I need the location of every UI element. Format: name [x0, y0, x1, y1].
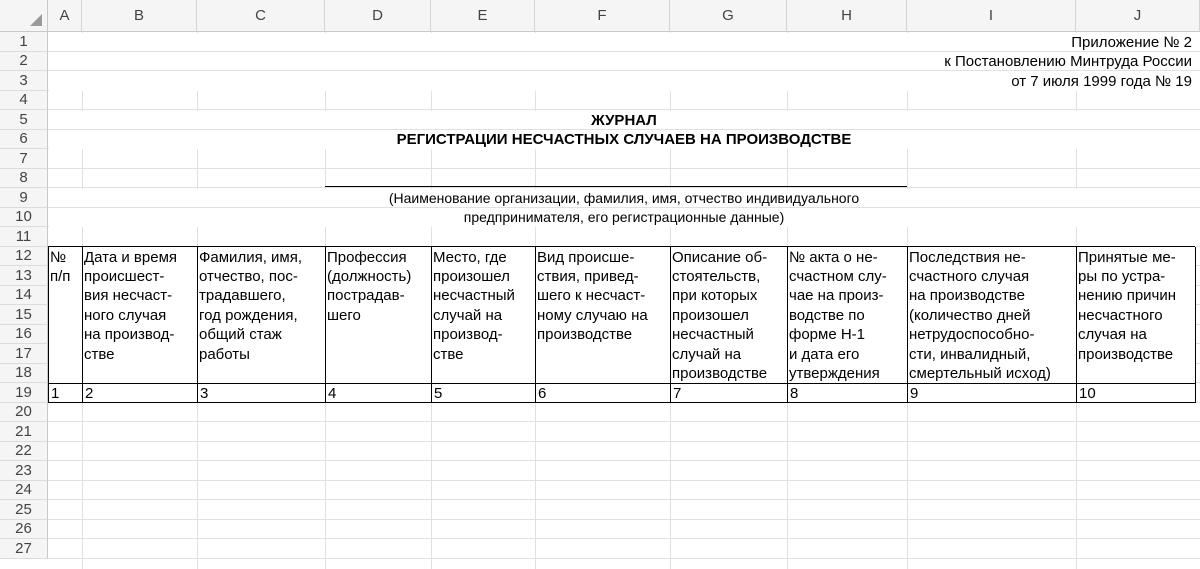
- table-column-number: 5: [434, 384, 443, 402]
- row-header-20[interactable]: 20: [0, 403, 48, 423]
- table-header-col2-line: происшест-: [84, 267, 165, 285]
- appendix-text-1: Приложение № 2: [1071, 33, 1192, 51]
- table-header-col6-line: ствия, привед-: [537, 267, 639, 285]
- table-header-col8-line: чае на произ-: [789, 287, 884, 305]
- row-header-3[interactable]: 3: [0, 71, 48, 91]
- appendix-text-3: от 7 июля 1999 года № 19: [1011, 72, 1192, 90]
- row-header-7[interactable]: 7: [0, 149, 48, 169]
- table-header-col8-line: счастном слу-: [789, 267, 887, 285]
- journal-title-line2: РЕГИСТРАЦИИ НЕСЧАСТНЫХ СЛУЧАЕВ НА ПРОИЗВОДСТВЕ: [396, 131, 852, 148]
- row-header-24[interactable]: 24: [0, 481, 48, 501]
- gridline-row: [48, 558, 1200, 559]
- row-header-13[interactable]: 13: [0, 266, 48, 286]
- table-header-col8-line: форме Н-1: [789, 326, 866, 344]
- column-header-f[interactable]: F: [535, 0, 670, 32]
- gridline-row: [48, 538, 1200, 539]
- table-header-col2-line: стве: [84, 345, 115, 363]
- row-header-19[interactable]: 19: [0, 383, 48, 403]
- column-header-h[interactable]: H: [787, 0, 907, 32]
- table-header-col7-line: производстве: [672, 364, 768, 382]
- column-header-e[interactable]: E: [431, 0, 535, 32]
- row-header-16[interactable]: 16: [0, 325, 48, 345]
- table-header-col7-line: Описание об-: [672, 248, 768, 266]
- gridline-row: [48, 499, 1200, 500]
- table-header-col1-line: №: [50, 248, 67, 266]
- table-header-col8-line: № акта о не-: [789, 248, 878, 266]
- row-header-10[interactable]: 10: [0, 208, 48, 228]
- table-header-col3-line: общий стаж: [199, 326, 282, 344]
- table-header-col6-line: ному случаю на: [537, 306, 648, 324]
- table-header-col10-line: случая на: [1078, 326, 1147, 344]
- table-header-col9-line: смертельный исход): [909, 364, 1051, 382]
- table-column-number: 6: [538, 384, 547, 402]
- table-header-col4-line: Профессия: [327, 248, 407, 266]
- table-header-col5-line: несчастный: [433, 287, 515, 305]
- table-header-col10-line: нению причин: [1078, 287, 1177, 305]
- table-column-number: 4: [328, 384, 337, 402]
- table-header-col9-line: нетрудоспособно-: [909, 326, 1035, 344]
- row-header-4[interactable]: 4: [0, 91, 48, 111]
- gridline-row: [48, 460, 1200, 461]
- table-header-col2-line: Дата и время: [84, 248, 178, 266]
- journal-title-line1: ЖУРНАЛ: [591, 111, 657, 129]
- table-header-col1-line: п/п: [50, 267, 71, 285]
- column-header-g[interactable]: G: [670, 0, 787, 32]
- table-column-number: 9: [910, 384, 919, 402]
- table-header-col7-line: несчастный: [672, 326, 754, 344]
- row-header-25[interactable]: 25: [0, 500, 48, 520]
- column-header-d[interactable]: D: [325, 0, 431, 32]
- column-header-b[interactable]: B: [82, 0, 197, 32]
- table-header-col8-line: утверждения: [789, 364, 880, 382]
- row-header-11[interactable]: 11: [0, 227, 48, 247]
- table-column-number: 8: [790, 384, 799, 402]
- row-header-17[interactable]: 17: [0, 344, 48, 364]
- row-header-22[interactable]: 22: [0, 442, 48, 462]
- table-header-col10-line: производстве: [1078, 345, 1174, 363]
- table-header-col4-line: шего: [327, 306, 361, 324]
- table-header-col3-line: Фамилия, имя,: [199, 248, 303, 266]
- table-column-number: 2: [85, 384, 94, 402]
- row-header-9[interactable]: 9: [0, 188, 48, 208]
- table-header-col2-line: вия несчаст-: [84, 287, 173, 305]
- select-all-corner[interactable]: [0, 0, 48, 32]
- journal-table-hborder: [48, 402, 1195, 403]
- table-header-col5-line: случай на: [433, 306, 503, 324]
- table-header-col2-line: на производ-: [84, 326, 175, 344]
- table-header-col6-line: производстве: [537, 326, 633, 344]
- table-header-col7-line: стоятельств,: [672, 267, 761, 285]
- row-header-12[interactable]: 12: [0, 247, 48, 267]
- table-header-col10-line: ры по устра-: [1078, 267, 1166, 285]
- table-header-col5-line: производ-: [433, 326, 503, 344]
- gridline-row: [48, 168, 1200, 169]
- gridline-row: [48, 441, 1200, 442]
- gridline-row: [48, 480, 1200, 481]
- table-header-col2-line: ного случая: [84, 306, 167, 324]
- gridline-row: [48, 519, 1200, 520]
- row-header-5[interactable]: 5: [0, 110, 48, 130]
- column-header-j[interactable]: J: [1076, 0, 1200, 32]
- row-header-23[interactable]: 23: [0, 461, 48, 481]
- row-header-15[interactable]: 15: [0, 305, 48, 325]
- row-header-6[interactable]: 6: [0, 130, 48, 150]
- table-header-col8-line: и дата его: [789, 345, 860, 363]
- table-header-col10-line: несчастного: [1078, 306, 1163, 324]
- table-header-col9-line: сти, инвалидный,: [909, 345, 1031, 363]
- table-header-col7-line: случай на: [672, 345, 742, 363]
- table-header-col6-line: Вид происше-: [537, 248, 635, 266]
- appendix-text-2: к Постановлению Минтруда России: [944, 53, 1192, 70]
- table-header-col4-line: (должность): [327, 267, 412, 285]
- table-column-number: 10: [1079, 384, 1096, 402]
- table-header-col9-line: счастного случая: [909, 267, 1030, 285]
- table-header-col3-line: работы: [199, 345, 250, 363]
- row-header-2[interactable]: 2: [0, 52, 48, 72]
- column-header-i[interactable]: I: [907, 0, 1076, 32]
- table-header-col9-line: (количество дней: [909, 306, 1031, 324]
- row-header-1[interactable]: 1: [0, 32, 48, 52]
- row-header-8[interactable]: 8: [0, 169, 48, 189]
- table-header-col10-line: Принятые ме-: [1078, 248, 1176, 266]
- table-header-col9-line: на производстве: [909, 287, 1025, 305]
- row-header-21[interactable]: 21: [0, 422, 48, 442]
- row-header-26[interactable]: 26: [0, 520, 48, 540]
- column-header-a[interactable]: A: [48, 0, 82, 32]
- row-header-18[interactable]: 18: [0, 364, 48, 384]
- table-header-col7-line: при которых: [672, 287, 758, 305]
- table-header-col4-line: пострадав-: [327, 287, 405, 305]
- table-column-number: 3: [200, 384, 209, 402]
- column-header-c[interactable]: C: [197, 0, 325, 32]
- journal-table-vborder: [1195, 247, 1196, 403]
- table-header-col9-line: Последствия не-: [909, 248, 1026, 266]
- table-header-col6-line: шего к несчаст-: [537, 287, 646, 305]
- table-header-col5-line: стве: [433, 345, 464, 363]
- gridline-row: [48, 421, 1200, 422]
- organization-caption-line1: (Наименование организации, фамилия, имя, отчество индивидуального: [388, 189, 860, 206]
- table-column-number: 1: [51, 384, 60, 402]
- table-header-col3-line: год рождения,: [199, 306, 298, 324]
- table-column-number: 7: [673, 384, 682, 402]
- table-header-col5-line: произошел: [433, 267, 510, 285]
- table-header-col8-line: водстве по: [789, 306, 865, 324]
- table-header-col3-line: отчество, пос-: [199, 267, 298, 285]
- row-header-27[interactable]: 27: [0, 539, 48, 559]
- row-header-14[interactable]: 14: [0, 286, 48, 306]
- organization-caption-line2: предпринимателя, его регистрационные данные): [463, 209, 785, 225]
- organization-name-underline: [325, 186, 907, 187]
- select-all-triangle-icon: [30, 14, 42, 26]
- table-header-col3-line: традавшего,: [199, 287, 286, 305]
- table-header-col7-line: произошел: [672, 306, 749, 324]
- table-header-col5-line: Место, где: [433, 248, 507, 266]
